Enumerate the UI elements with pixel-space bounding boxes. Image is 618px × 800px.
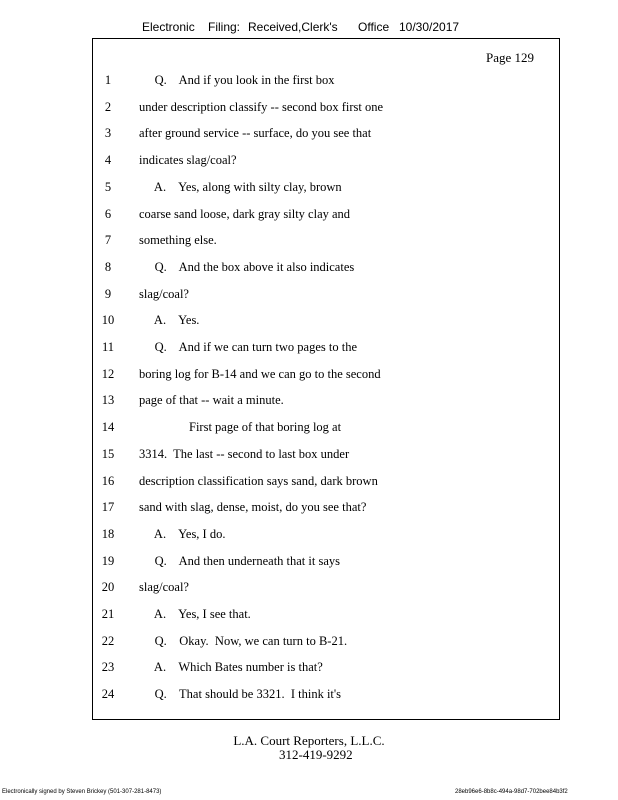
line-text: indicates slag/coal?	[139, 153, 237, 168]
line-text: Q. That should be 3321. I think it's	[139, 687, 342, 702]
line-text: First page of that boring log at	[139, 420, 342, 435]
line-text: description classification says sand, dark brown	[139, 473, 378, 488]
line-text: after ground service -- surface, do you see that	[139, 126, 372, 141]
header-date: 10/30/2017	[399, 20, 460, 34]
transcript-line	[0, 447, 618, 467]
line-number: 11	[101, 340, 115, 354]
transcript-line	[0, 126, 618, 146]
line-number: 2	[104, 99, 112, 114]
line-text: coarse sand loose, dark gray silty clay and	[139, 206, 351, 221]
transcript-line	[0, 233, 618, 253]
line-number: 22	[101, 633, 115, 648]
footer-phone: 312-419-9292	[279, 747, 353, 762]
header-received: Received,Clerk's	[248, 20, 338, 34]
transcript-line	[0, 313, 618, 333]
transcript-line	[0, 340, 618, 360]
transcript-line	[0, 554, 618, 574]
line-number: 8	[104, 259, 112, 274]
transcript-line	[0, 367, 618, 387]
line-text: sand with slag, dense, moist, do you see that?	[139, 500, 367, 515]
line-number: 21	[101, 607, 115, 621]
transcript-line	[0, 420, 618, 440]
line-text: Q. And the box above it also indicates	[139, 259, 355, 274]
line-number: 17	[101, 500, 115, 515]
line-text: Q. And then underneath that it says	[139, 553, 341, 568]
line-text: slag/coal?	[139, 286, 189, 301]
line-text: slag/coal?	[139, 580, 189, 595]
line-number: 16	[101, 473, 115, 488]
line-text: something else.	[139, 233, 217, 248]
transcript-line	[0, 153, 618, 173]
line-number: 14	[101, 420, 115, 435]
header-filing: Filing:	[208, 20, 241, 34]
line-number: 20	[101, 580, 115, 595]
document-hash: 28eb96e6-8b8c-494a-98d7-702bee84b3f2	[455, 789, 568, 795]
line-number: 10	[101, 313, 115, 328]
line-text: page of that -- wait a minute.	[139, 393, 284, 408]
line-number: 5	[104, 179, 112, 194]
line-text: A. Yes.	[139, 313, 200, 328]
line-text: A. Yes, I do.	[139, 526, 226, 541]
line-text: A. Yes, along with silty clay, brown	[139, 179, 342, 194]
header-electronic: Electronic	[142, 20, 195, 34]
transcript-line	[0, 607, 618, 627]
transcript-line	[0, 73, 618, 93]
transcript-line	[0, 180, 618, 200]
filing-stamp-header	[0, 20, 618, 38]
electronic-signature: Electronically signed by Steven Brickey (501-307-281-8473)	[2, 789, 162, 795]
line-number: 23	[101, 660, 115, 675]
transcript-line	[0, 287, 618, 307]
transcript-line	[0, 660, 618, 680]
transcript-line	[0, 580, 618, 600]
line-text: Q. And if you look in the first box	[139, 73, 335, 87]
transcript-line	[0, 634, 618, 654]
line-number: 4	[104, 153, 112, 168]
line-number: 18	[101, 526, 115, 541]
line-number: 9	[104, 286, 112, 301]
header-office: Office	[358, 20, 390, 34]
line-number: 15	[101, 446, 115, 461]
transcript-line	[0, 500, 618, 520]
transcript-line	[0, 527, 618, 547]
line-text: A. Which Bates number is that?	[139, 660, 323, 675]
line-number: 19	[101, 553, 115, 568]
line-text: A. Yes, I see that.	[139, 607, 251, 621]
transcript-line	[0, 687, 618, 707]
line-text: 3314. The last -- second to last box under	[139, 446, 350, 461]
line-number: 24	[101, 687, 115, 702]
line-number: 3	[104, 126, 112, 141]
line-number: 7	[104, 233, 112, 248]
transcript-line	[0, 393, 618, 413]
footer-firm-name: L.A. Court Reporters, L.L.C.	[233, 733, 385, 748]
line-number: 13	[101, 393, 115, 408]
line-text: Q. And if we can turn two pages to the	[139, 340, 358, 354]
transcript-line	[0, 207, 618, 227]
line-number: 12	[101, 366, 115, 381]
transcript-line	[0, 100, 618, 120]
line-text: boring log for B-14 and we can go to the second	[139, 366, 381, 381]
line-text: Q. Okay. Now, we can turn to B-21.	[139, 633, 348, 648]
transcript-line	[0, 260, 618, 280]
line-number: 6	[104, 206, 112, 221]
page-number: Page 129	[486, 50, 535, 65]
line-text: under description classify -- second box first one	[139, 99, 384, 114]
transcript-line	[0, 474, 618, 494]
line-number: 1	[104, 73, 112, 87]
